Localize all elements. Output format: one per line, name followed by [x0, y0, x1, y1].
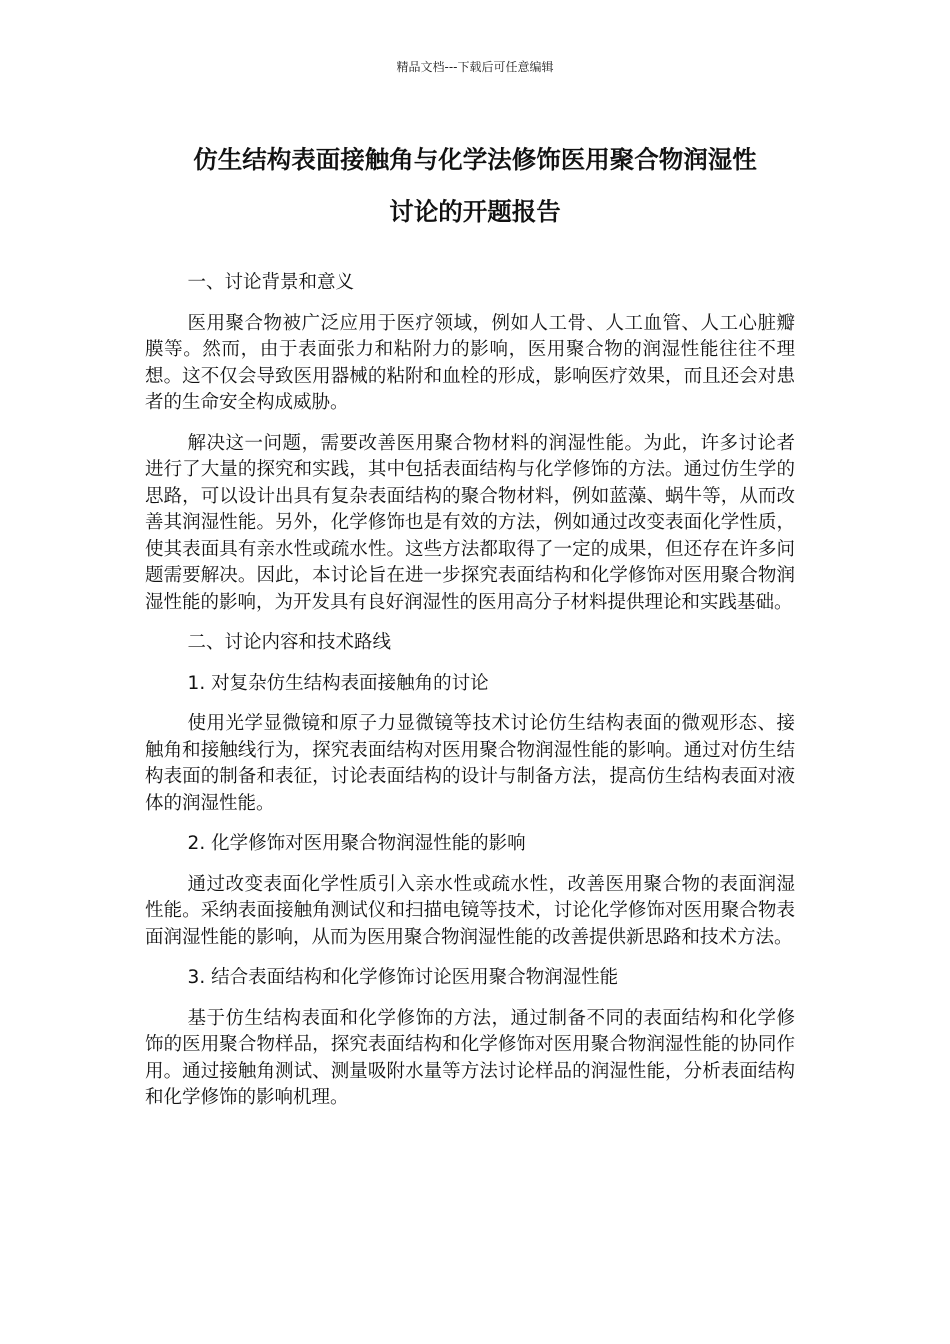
paragraph: 解决这一问题，需要改善医用聚合物材料的润湿性能。为此，许多讨论者进行了大量的探究和实践，其中包括表面结构与化学修饰的方法。通过仿生学的思路，可以设计出具有复杂表面结构的聚合物材料，例如蓝藻、蜗牛等，从而改善其润湿性能。另外，化学修饰也是有效的方法，例如通过改变表面化学性质，使其表面具有亲水性或疏水性。这些方法都取得了一定的成果，但还存在许多问题需要解决。因此，本讨论旨在进一步探究表面结构和化学修饰对医用聚合物润湿性能的影响，为开发具有良好润湿性的医用高分子材料提供理论和实践基础。 — [145, 432, 795, 613]
paragraph: 基于仿生结构表面和化学修饰的方法，通过制备不同的表面结构和化学修饰的医用聚合物样品，探究表面结构和化学修饰对医用聚合物润湿性能的协同作用。通过接触角测试、测量吸附水量等方法讨论样品的润湿性能，分析表面结构和化学修饰的影响机理。 — [145, 1007, 795, 1108]
title-line-2: 讨论的开题报告 — [389, 197, 561, 226]
title-line-1: 仿生结构表面接触角与化学法修饰医用聚合物润湿性 — [193, 145, 757, 174]
subsection-heading: 1. 对复杂仿生结构表面接触角的讨论 — [187, 672, 489, 694]
paragraph: 使用光学显微镜和原子力显微镜等技术讨论仿生结构表面的微观形态、接触角和接触线行为，探究表面结构对医用聚合物润湿性能的影响。通过对仿生结构表面的制备和表征，讨论表面结构的设计与制备方法，提高仿生结构表面对液体的润湿性能。 — [145, 713, 795, 814]
section-heading: 一、讨论背景和意义 — [187, 272, 355, 293]
paragraph: 医用聚合物被广泛应用于医疗领域，例如人工骨、人工血管、人工心脏瓣膜等。然而，由于表面张力和粘附力的影响，医用聚合物的润湿性能往往不理想。这不仅会导致医用器械的粘附和血栓的形成，影响医疗效果，而且还会对患者的生命安全构成威胁。 — [145, 312, 795, 413]
document-title — [120, 134, 830, 238]
section-heading: 二、讨论内容和技术路线 — [187, 632, 392, 653]
subsection-heading: 2. 化学修饰对医用聚合物润湿性能的影响 — [187, 833, 526, 854]
page-header: 精品文档---下载后可任意编辑 — [396, 60, 554, 74]
document-body — [145, 270, 795, 1126]
subsection-heading: 3. 结合表面结构和化学修饰讨论医用聚合物润湿性能 — [187, 967, 619, 988]
paragraph: 通过改变表面化学性质引入亲水性或疏水性，改善医用聚合物的表面润湿性能。采纳表面接触角测试仪和扫描电镜等技术，讨论化学修饰对医用聚合物表面润湿性能的影响，从而为医用聚合物润湿性能的改善提供新思路和技术方法。 — [145, 873, 795, 948]
